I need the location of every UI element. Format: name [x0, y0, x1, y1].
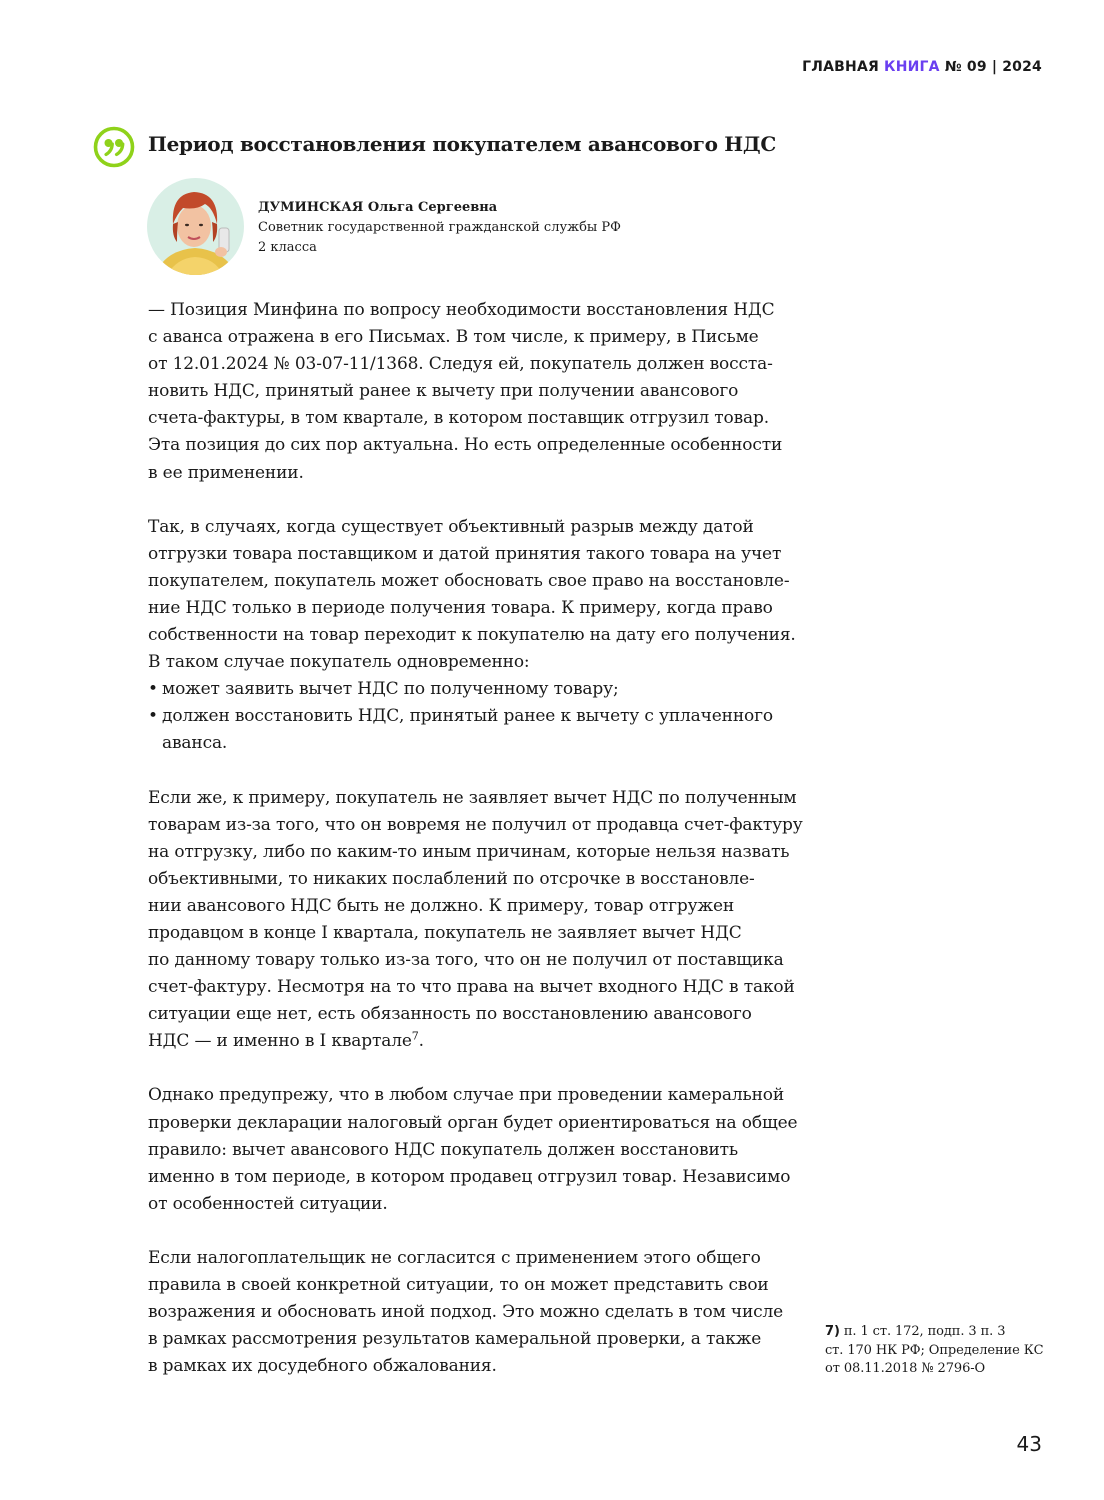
text-line: Эта позиция до сих пор актуальна. Но есть определенные особенности: [148, 435, 783, 456]
text-line: с аванса отражена в его Письмах. В том числе, к примеру, в Письме: [148, 327, 759, 348]
text-line: объективными, то никаких послаблений по отсрочке в восстановле-: [148, 868, 755, 889]
text-line: покупателем, покупатель может обосновать свое право на восстановле-: [148, 570, 790, 591]
author-block: [258, 198, 621, 258]
footnote-line: ст. 170 НК РФ; Определение КС: [825, 1342, 1044, 1358]
text-line: по данному товару только из-за того, что он не получил от поставщика: [148, 950, 784, 971]
masthead: [802, 59, 1042, 75]
paragraph-3: [148, 785, 803, 1056]
text-line: собственности на товар переходит к покупателю на дату его получения.: [148, 625, 796, 646]
text-line: в рамках рассмотрения результатов камеральной проверки, а также: [148, 1329, 762, 1350]
text-line: товарам из-за того, что он вовремя не получил от продавца счет-фактуру: [148, 814, 803, 835]
text-line: Так, в случаях, когда существует объективный разрыв между датой: [148, 516, 754, 537]
footnote-line: [825, 1323, 1040, 1342]
text-line: продавцом в конце I квартала, покупатель не заявляет вычет НДС: [148, 922, 742, 943]
text-line: В таком случае покупатель одновременно:: [148, 652, 530, 673]
footnote-line: от 08.11.2018 № 2796-О: [825, 1361, 986, 1376]
paragraph-4: [148, 1082, 798, 1217]
bullet-item: • может заявить вычет НДС по полученному товару;: [148, 676, 778, 703]
author-position: Советник государственной гражданской службы РФ: [258, 220, 621, 235]
text-line: НДС — и именно в I квартале: [148, 1031, 412, 1052]
text-line: счет-фактуру. Несмотря на то что права на вычет входного НДС в такой: [148, 977, 795, 998]
text-line: правило: вычет авансового НДС покупатель должен восстановить: [148, 1139, 738, 1160]
text-line: ние НДС только в периоде получения товара. К примеру, когда право: [148, 597, 773, 618]
text-line: в рамках их досудебного обжалования.: [148, 1356, 497, 1377]
paragraph-5: [148, 1245, 784, 1380]
text-line: Если налогоплательщик не согласится с применением этого общего: [148, 1247, 761, 1268]
paragraph-2: [148, 514, 796, 758]
paragraph-1: [148, 297, 783, 487]
text-line: на отгрузку, либо по каким-то иным причинам, которые нельзя назвать: [148, 841, 790, 862]
brand-accent: КНИГА: [884, 59, 940, 75]
bullet-item: • должен восстановить НДС, принятый ранее к вычету с уплаченного: [148, 703, 778, 730]
text-line: Однако предупрежу, что в любом случае при проведении камеральной: [148, 1085, 785, 1106]
brand-main: ГЛАВНАЯ: [802, 59, 879, 75]
quote-icon: [93, 126, 135, 168]
footnote-number: 7): [825, 1324, 840, 1339]
text-line-with-footnote: [148, 1028, 778, 1055]
footnote-text: п. 1 ст. 172, подп. 3 п. 3: [843, 1324, 1006, 1339]
text-line: именно в том периоде, в котором продавец отгрузил товар. Независимо: [148, 1166, 791, 1187]
issue-number: № 09 | 2024: [944, 59, 1042, 75]
text-line: отгрузки товара поставщиком и датой принятия такого товара на учет: [148, 543, 782, 564]
author-avatar: [147, 178, 244, 275]
text-line: счета-фактуры, в том квартале, в котором поставщик отгрузил товар.: [148, 408, 770, 429]
text-line: нии авансового НДС быть не должно. К примеру, товар отгружен: [148, 895, 735, 916]
text-line: ситуации еще нет, есть обязанность по восстановлению авансового: [148, 1004, 752, 1025]
text-line: в ее применении.: [148, 462, 304, 483]
text-line: — Позиция Минфина по вопросу необходимости восстановления НДС: [148, 300, 775, 320]
text-line: от 12.01.2024 № 03-07-11/1368. Следуя ей, покупатель должен восста-: [148, 354, 773, 375]
text-line: новить НДС, принятый ранее к вычету при получении авансового: [148, 381, 739, 402]
text-line: правила в своей конкретной ситуации, то он может представить свои: [148, 1275, 769, 1295]
bullet-item-continuation: аванса.: [162, 733, 228, 754]
footnote-reference: 7: [411, 1029, 419, 1043]
text-line: проверки декларации налоговый орган будет ориентироваться на общее: [148, 1112, 798, 1133]
page-number: 43: [1016, 1432, 1042, 1456]
author-name: ДУМИНСКАЯ Ольга Сергеевна: [258, 200, 498, 215]
sentence-end: .: [418, 1031, 424, 1052]
text-line: возражения и обосновать иной подход. Это можно сделать в том числе: [148, 1302, 784, 1323]
article-body: [148, 297, 803, 1380]
text-line: Если же, к примеру, покупатель не заявляет вычет НДС по полученным: [148, 787, 797, 808]
footnote: [825, 1323, 1044, 1379]
text-line: от особенностей ситуации.: [148, 1193, 388, 1214]
author-position-class: 2 класса: [258, 240, 317, 255]
article-title: Период восстановления покупателем авансового НДС: [148, 132, 776, 156]
